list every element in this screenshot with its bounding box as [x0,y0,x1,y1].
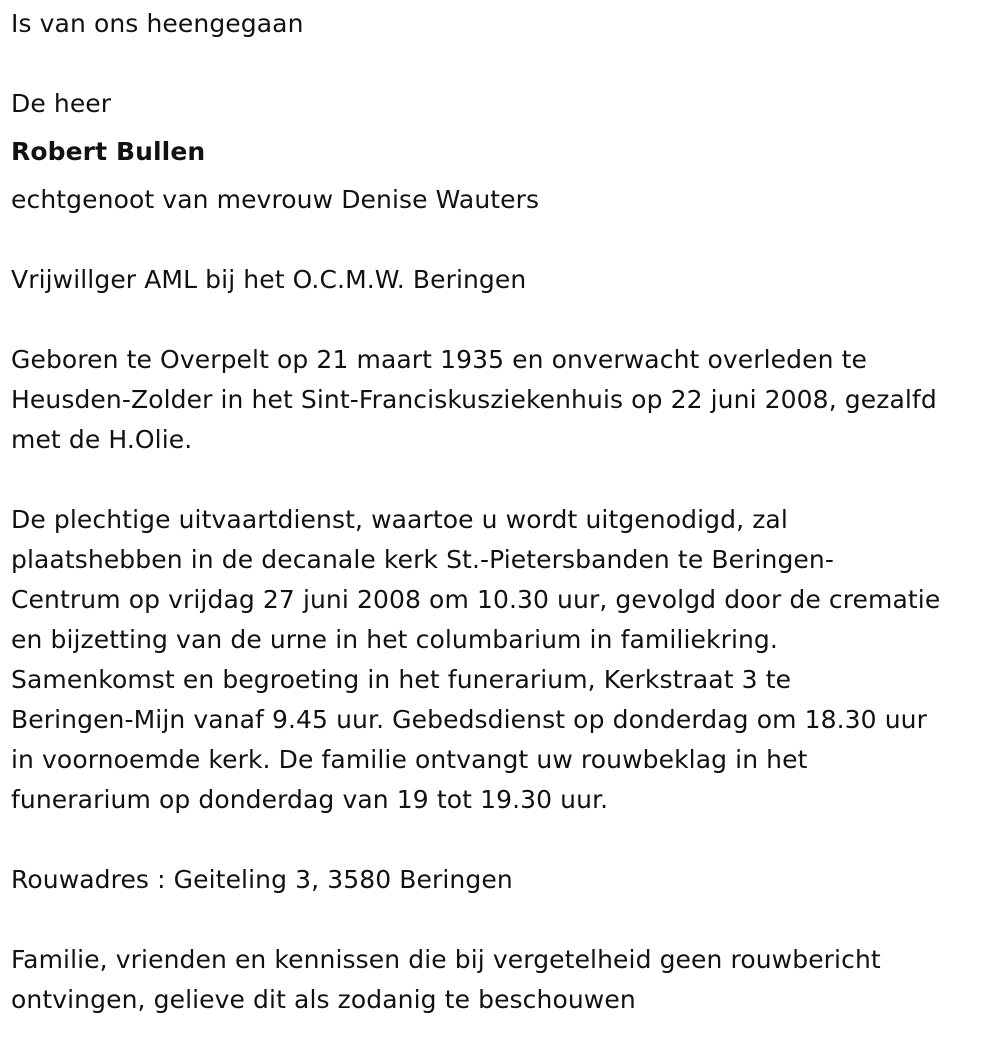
birth-death-paragraph [11,340,996,460]
spouse-line: echtgenoot van mevrouw Denise Wauters [11,185,540,214]
paragraph-line: funerarium op donderdag van 19 tot 19.30 uur. [11,785,609,814]
paragraph-line: met de H.Olie. [11,425,193,454]
paragraph-line: Familie, vrienden en kennissen die bij vergetelheid geen rouwbericht [11,945,881,974]
role-line: Vrijwillger AML bij het O.C.M.W. Beringen [11,265,527,294]
intro-text: Is van ons heengegaan [11,9,304,38]
paragraph-line: Beringen-Mijn vanaf 9.45 uur. Gebedsdienst op donderdag om 18.30 uur [11,705,927,734]
paragraph-line: en bijzetting van de urne in het columbarium in familiekring. [11,625,778,654]
paragraph-line: Geboren te Overpelt op 21 maart 1935 en onverwacht overleden te [11,345,867,374]
paragraph-line: in voornoemde kerk. De familie ontvangt uw rouwbeklag in het [11,745,808,774]
paragraph-line: Heusden-Zolder in het Sint-Franciskusziekenhuis op 22 juni 2008, gezalfd [11,385,937,414]
paragraph-line: De plechtige uitvaartdienst, waartoe u wordt uitgenodigd, zal [11,505,788,534]
mourning-address: Rouwadres : Geiteling 3, 3580 Beringen [11,865,513,894]
paragraph-line: plaatshebben in de decanale kerk St.-Pietersbanden te Beringen- [11,545,834,574]
spacer [11,44,996,84]
spacer [11,900,996,940]
closing-paragraph [11,940,996,1020]
obituary-notice [11,4,996,1020]
salutation: De heer [11,89,112,118]
spacer [11,820,996,860]
deceased-name: Robert Bullen [11,137,206,166]
paragraph-line: Centrum op vrijdag 27 juni 2008 om 10.30 uur, gevolgd door de crematie [11,585,941,614]
ceremony-paragraph [11,500,996,820]
spacer [11,460,996,500]
spacer [11,220,996,260]
paragraph-line: Samenkomst en begroeting in het funerarium, Kerkstraat 3 te [11,665,792,694]
spacer [11,300,996,340]
paragraph-line: ontvingen, gelieve dit als zodanig te beschouwen [11,985,636,1014]
